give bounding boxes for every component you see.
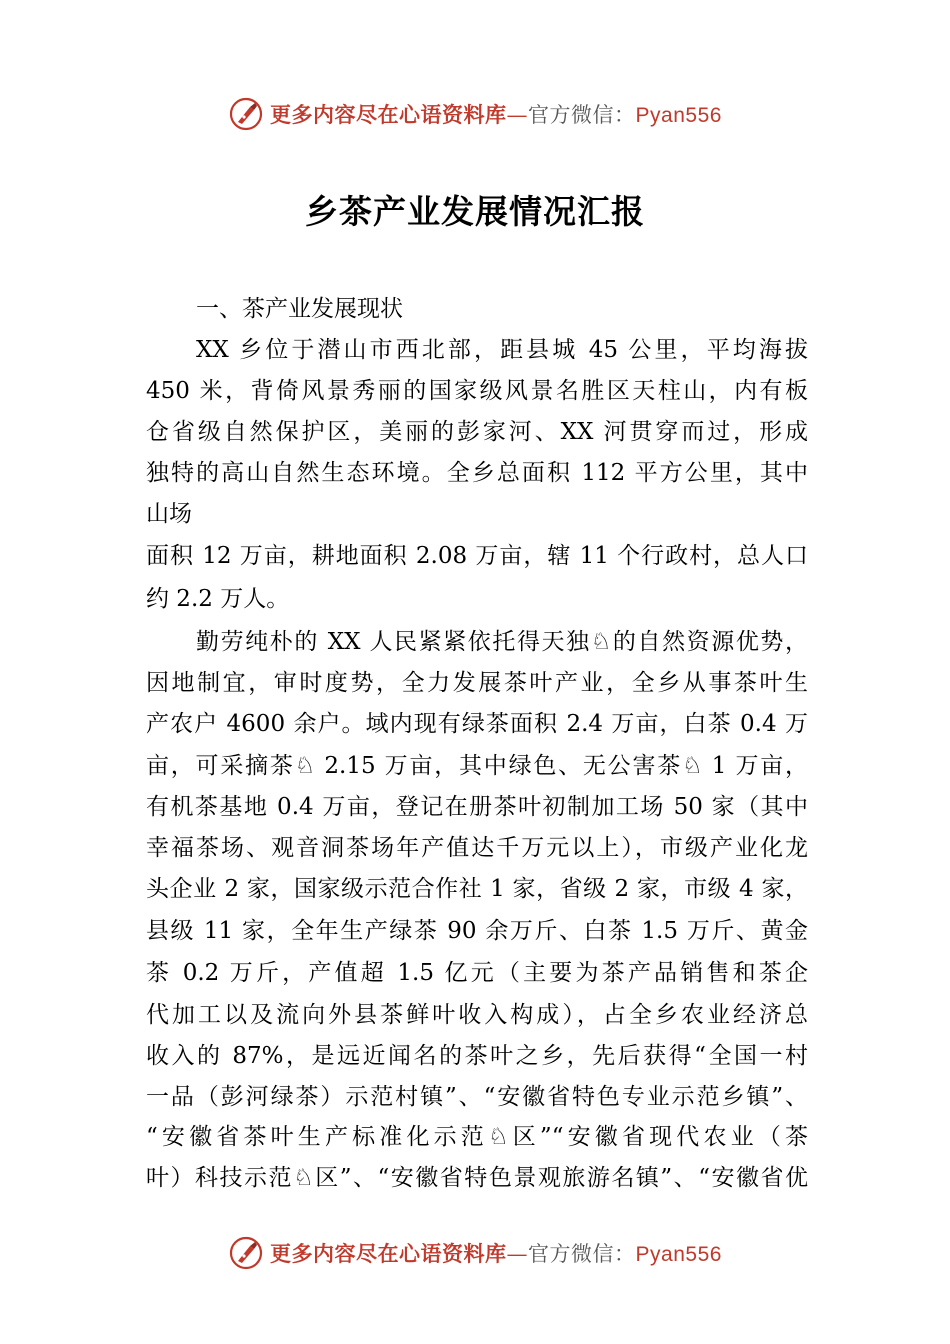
banner-main-text: 更多内容尽在心语资料库 <box>270 1241 507 1266</box>
pen-nib-logo-icon <box>228 1235 264 1271</box>
paragraph-line: 叶）科技示范♘区”、“安徽省特色景观旅游名镇”、“安徽省优 <box>146 1165 808 1191</box>
section-heading: 一、茶产业发展现状 <box>196 296 403 322</box>
paragraph-line: 因地制宜，审时度势，全力发展茶叶产业，全乡从事茶叶生 <box>146 670 808 696</box>
header-banner <box>0 94 950 134</box>
banner-wechat-id: Pyan556 <box>635 104 722 127</box>
paragraph-line: 有机茶基地 0.4 万亩，登记在册茶叶初制加工场 50 家（其中 <box>146 794 808 820</box>
paragraph-line: 亩，可采摘茶♘ 2.15 万亩，其中绿色、无公害茶♘ 1 万亩， <box>146 753 808 779</box>
banner-wechat-label: 官方微信： <box>528 1242 636 1266</box>
pen-nib-logo-icon <box>228 96 264 132</box>
paragraph-line: 产农户 4600 余户。域内现有绿茶面积 2.4 万亩，白茶 0.4 万 <box>146 711 808 737</box>
banner-main-text: 更多内容尽在心语资料库 <box>270 102 507 127</box>
paragraph-line: 一品（彭河绿茶）示范村镇”、“安徽省特色专业示范乡镇”、 <box>146 1084 808 1110</box>
footer-banner <box>0 1233 950 1273</box>
paragraph-line: 450 米，背倚风景秀丽的国家级风景名胜区天柱山，内有板 <box>146 378 808 404</box>
paragraph-line: 幸福茶场、观音洞茶场年产值达千万元以上），市级产业化龙 <box>146 835 808 861</box>
paragraph-line: 代加工以及流向外县茶鲜叶收入构成），占全乡农业经济总 <box>146 1002 808 1028</box>
paragraph-line: 山场 <box>146 501 192 527</box>
banner-text <box>270 99 722 129</box>
paragraph-line: 独特的高山自然生态环境。全乡总面积 112 平方公里，其中 <box>146 460 808 486</box>
banner-wechat-label: 官方微信： <box>528 103 636 127</box>
banner-dash: — <box>506 1242 529 1266</box>
paragraph-line: “安徽省茶叶生产标准化示范♘区”“安徽省现代农业（茶 <box>146 1124 808 1150</box>
paragraph-line: 面积 12 万亩，耕地面积 2.08 万亩，辖 11 个行政村，总人口 <box>146 543 808 569</box>
paragraph-line: 约 2.2 万人。 <box>146 586 290 612</box>
paragraph-line: XX 乡位于潜山市西北部，距县城 45 公里，平均海拔 <box>196 337 808 363</box>
paragraph-line: 勤劳纯朴的 XX 人民紧紧依托得天独♘的自然资源优势， <box>196 629 808 655</box>
paragraph-line: 收入的 87%，是远近闻名的茶叶之乡，先后获得“全国一村 <box>146 1043 808 1069</box>
banner-wechat-id: Pyan556 <box>635 1243 722 1266</box>
paragraph-line: 茶 0.2 万斤，产值超 1.5 亿元（主要为茶产品销售和茶企 <box>146 960 808 986</box>
banner-dash: — <box>506 103 529 127</box>
paragraph-line: 仓省级自然保护区，美丽的彭家河、XX 河贯穿而过，形成 <box>146 419 808 445</box>
banner-text <box>270 1238 722 1268</box>
paragraph-line: 县级 11 家，全年生产绿茶 90 余万斤、白茶 1.5 万斤、黄金 <box>146 918 808 944</box>
document-title: 乡茶产业发展情况汇报 <box>305 192 645 231</box>
paragraph-line: 头企业 2 家，国家级示范合作社 1 家，省级 2 家，市级 4 家， <box>146 876 808 902</box>
